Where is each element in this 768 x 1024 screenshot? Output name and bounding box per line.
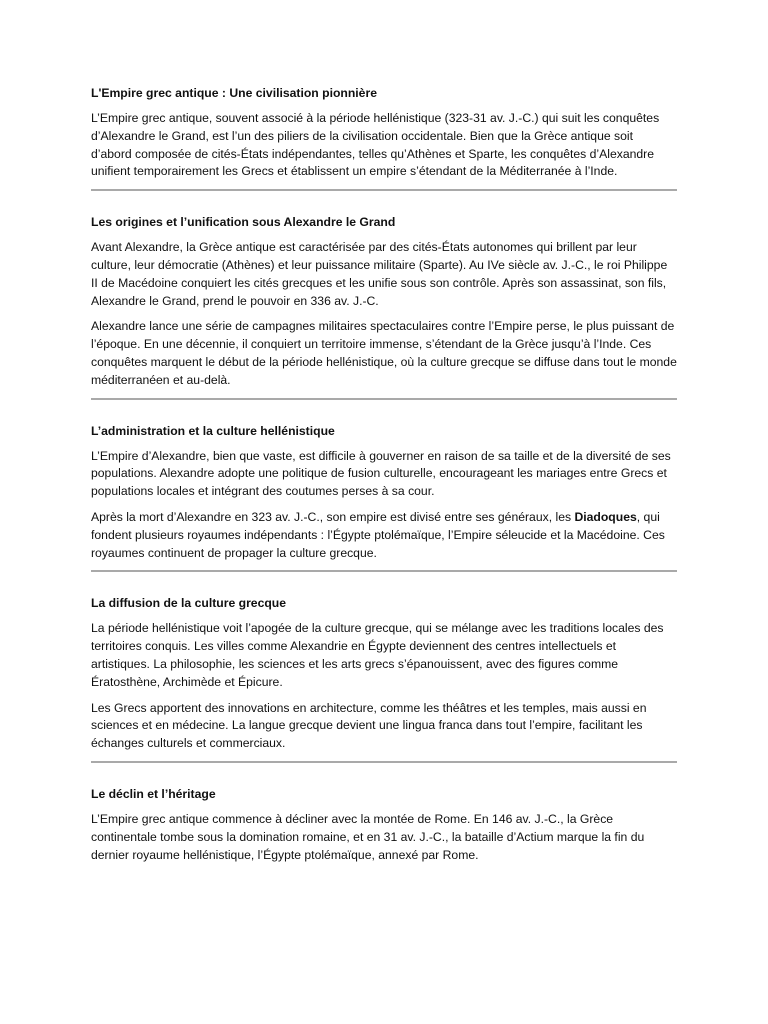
paragraph: La période hellénistique voit l’apogée de la culture grecque, qui se mélange avec les traditions locales des territoires conquis. Les villes comme Alexandrie en Égypte deviennent des centres intellectuels et artistiques. La philosophie, les sciences et les arts grecs s’épanouissent, avec des figures comme Ératosthène, Archimède et Épicure. — [91, 621, 664, 689]
section-heading: Les origines et l’unification sous Alexandre le Grand — [91, 215, 396, 230]
paragraph: L’Empire grec antique commence à décliner avec la montée de Rome. En 146 av. J.-C., la Grèce continentale tombe sous la domination romaine, et en 31 av. J.-C., la bataille d’Actium marque la fin du dernier royaume hellénistique, l’Égypte ptolémaïque, annexé par Rome. — [91, 811, 645, 862]
paragraph-with-bold — [91, 509, 677, 562]
document-page — [91, 84, 677, 864]
paragraph: Les Grecs apportent des innovations en architecture, comme les théâtres et les temples, mais aussi en sciences et en médecine. La langue grecque devient une lingua franca dans tout l’empire, facilitant les échanges culturels et commerciaux. — [91, 700, 647, 751]
section-diffusion — [91, 594, 677, 763]
section-heading: L’administration et la culture hellénistique — [91, 423, 335, 438]
section-decline — [91, 785, 677, 864]
bold-term: Diadoques — [574, 509, 637, 524]
paragraph: L’Empire d’Alexandre, bien que vaste, est difficile à gouverner en raison de sa taille et de la diversité de ses populations. Alexandre adopte une politique de fusion culturelle, encourageant les mariages entre Grecs et populations locales et intégrant des coutumes perses à sa cour. — [91, 448, 671, 499]
section-intro — [91, 84, 677, 191]
paragraph-text: , qui fondent plusieurs royaumes indépendants : l’Égypte ptolémaïque, l’Empire séleucide et la Macédoine. Ces royaumes continuent de propager la culture grecque. — [91, 509, 665, 560]
section-heading: L'Empire grec antique : Une civilisation pionnière — [91, 86, 377, 100]
paragraph-text: Après la mort d’Alexandre en 323 av. J.-C., son empire est divisé entre ses généraux, les — [91, 509, 575, 524]
section-origins — [91, 213, 677, 399]
section-administration — [91, 422, 677, 573]
section-heading: Le déclin et l’héritage — [91, 786, 216, 801]
section-heading: La diffusion de la culture grecque — [91, 596, 287, 611]
paragraph: Avant Alexandre, la Grèce antique est caractérisée par des cités-États autonomes qui brillent par leur culture, leur démocratie (Athènes) et leur puissance militaire (Sparte). Au IVe siècle av. J.-C., le roi Philippe II de Macédoine conquiert les cités grecques et les unifie sous son contrôle. Après son assassinat, son fils, Alexandre le Grand, prend le pouvoir en 336 av. J.-C. — [91, 240, 668, 308]
paragraph: Alexandre lance une série de campagnes militaires spectaculaires contre l’Empire perse, le plus puissant de l’époque. En une décennie, il conquiert un territoire immense, s’étendant de la Grèce jusqu’à l’Inde. Ces conquêtes marquent le début de la période hellénistique, où la culture grecque se diffuse dans tout le monde méditerranéen et au-delà. — [91, 319, 677, 387]
paragraph: L’Empire grec antique, souvent associé à la période hellénistique (323-31 av. J.-C.) qui suit les conquêtes d’Alexandre le Grand, est l’un des piliers de la civilisation occidentale. Bien que la Grèce antique soit d’abord composée de cités-États indépendantes, telles qu’Athènes et Sparte, les conquêtes d’Alexandre unifient temporairement les Grecs et établissent un empire s’étendant de la Méditerranée à l’Inde. — [91, 111, 660, 179]
